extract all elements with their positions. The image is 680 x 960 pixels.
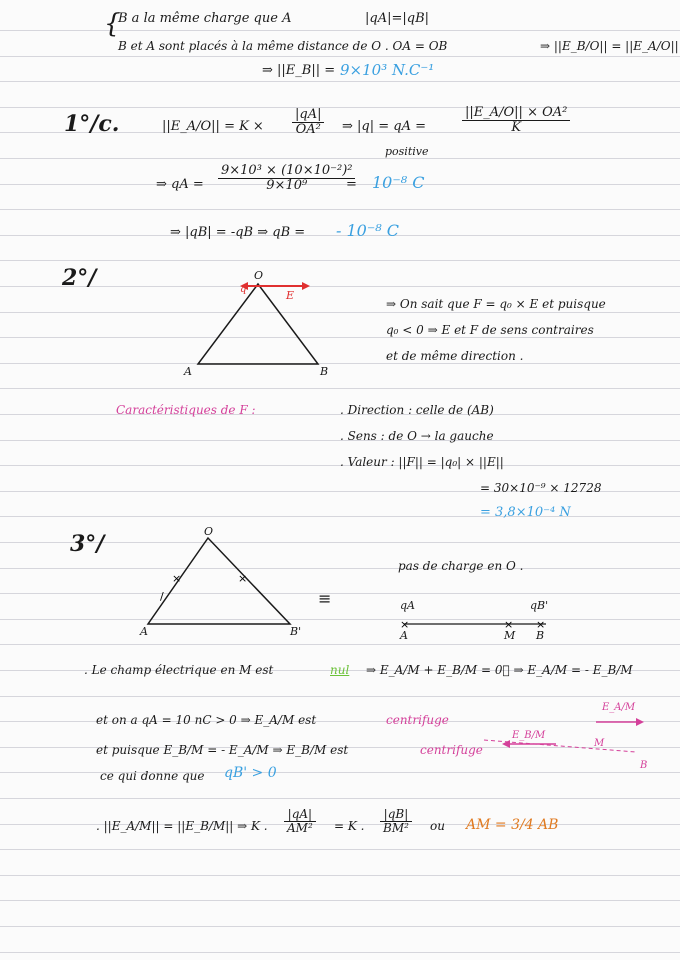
q1-eq2-left: ⇒ qA = — [156, 177, 204, 192]
q3-vector-ebm-arrowhead — [502, 740, 510, 748]
q2-point-o: O — [254, 269, 264, 282]
q2-point-b: B — [320, 365, 329, 378]
q3-final-num2: |qB| — [380, 808, 412, 822]
q3-diag-b: B — [640, 760, 648, 771]
q2-label-e: E — [286, 289, 295, 302]
q3-equivalence: ≡ — [318, 589, 332, 608]
q3-point-a-label: A — [140, 625, 148, 638]
q2-triangle — [198, 284, 318, 364]
q3-line1-centrifuge: centrifuge — [386, 713, 449, 727]
q1-eq1-rden: K — [511, 120, 522, 136]
q3-diag-eam: E_A/M — [602, 702, 636, 713]
q2-valeur-step: = 30×10⁻⁹ × 12728 — [480, 481, 602, 495]
q3-point-b-label: B' — [290, 625, 302, 638]
q3-point-b: × — [536, 618, 546, 631]
q3-final-num1: |qA| — [284, 808, 316, 822]
intro-line2-implication: ⇒ ||E_B/O|| = ||E_A/O|| — [540, 39, 679, 53]
q1-eq1-num: |qA| — [292, 108, 324, 123]
q3-final-equals: = K . — [334, 819, 365, 833]
q1-eq2-value: 10⁻⁸ C — [372, 173, 425, 192]
q1-eq1-rnum: ||E_A/O|| × OA² — [462, 106, 570, 121]
q3-label-b: B — [536, 629, 545, 642]
q3-point-m: × — [504, 618, 514, 631]
q1-eq2-num: 9×10³ × (10×10⁻²)² — [218, 164, 355, 179]
q3-champ-pre: . Le champ électrique en M est — [84, 663, 274, 677]
q2-text-line1: ⇒ On sait que F = q₀ × E et puisque — [386, 297, 606, 311]
q2-valeur-result: = 3,8×10⁻⁴ N — [480, 505, 571, 520]
q3-label-m: M — [504, 629, 516, 642]
q2-characteristics: Caractéristiques de F : — [116, 403, 256, 417]
q2-label-q0: q — [240, 284, 247, 295]
q3-line2-centrifuge: centrifuge — [420, 743, 483, 757]
q3-line1: et on a qA = 10 nC > 0 ⇒ E_A/M est — [96, 713, 317, 727]
q1-eq1-mid: ⇒ |q| = qA = — [342, 119, 426, 134]
q3-line3-value: qB' > 0 — [224, 765, 277, 781]
q3-final-den2: BM² — [383, 821, 409, 836]
q3-vector-eam-arrowhead — [636, 718, 644, 726]
q2-sens: . Sens : de O → la gauche — [340, 429, 494, 443]
q3-no-charge: pas de charge en O . — [398, 559, 524, 573]
q3-triangle — [148, 538, 290, 624]
q3-tick-left-2: / — [160, 590, 164, 603]
q3-diag-m: M — [594, 738, 605, 749]
q3-line3: ce qui donne que — [100, 769, 205, 783]
q3-final-den1: AM² — [287, 821, 313, 836]
q2-point-a: A — [184, 365, 192, 378]
q2-direction: . Direction : celle de (AB) — [340, 403, 494, 417]
q2-vector-e-arrowhead — [302, 282, 310, 290]
intro-line3-value: 9×10³ N.C⁻¹ — [340, 61, 435, 79]
q3-point-a: × — [400, 618, 410, 631]
q3-final-fraction1 — [284, 808, 316, 835]
q3-tick-left-1: × — [172, 572, 182, 585]
q3-label-qb: qB' — [530, 599, 549, 612]
q1-eq1-positive: positive — [385, 145, 429, 158]
q2-label: 2°/ — [62, 265, 97, 291]
q1-eq3: ⇒ |qB| = -qB ⇒ qB = — [170, 225, 306, 240]
q3-diag-ebm: E_B/M — [512, 730, 546, 741]
q3-final-so: ou — [430, 819, 445, 833]
q1-eq2-den: 9×10⁹ — [266, 178, 308, 194]
q3-label: 3°/ — [70, 531, 105, 557]
intro-line3-prefix: ⇒ ||E_B|| = — [262, 63, 336, 78]
q1-eq3-value: - 10⁻⁸ C — [336, 221, 400, 240]
q1-eq1-left: ||E_A/O|| = K × — [162, 119, 264, 134]
q3-champ-post: ⇒ E_A/M + E_B/M = 0⃗ ⇒ E_A/M = - E_B/M — [366, 663, 633, 677]
intro-line1: B a la même charge que A — [118, 11, 292, 26]
q3-line2: et puisque E_B/M = - E_A/M ⇒ E_B/M est — [96, 743, 349, 757]
q3-final-pre: . ||E_A/M|| = ||E_B/M|| ⇒ K . — [96, 819, 268, 833]
q1-eq2-equals: = — [346, 177, 357, 192]
q3-point-o-label: O — [204, 525, 214, 538]
brace: { — [104, 9, 121, 39]
q2-valeur: . Valeur : ||F|| = |q₀| × ||E|| — [340, 455, 504, 469]
q2-text-line3: et de même direction . — [386, 349, 524, 363]
q1-label: 1°/c. — [64, 111, 120, 137]
q3-final-fraction2 — [380, 808, 412, 835]
q3-label-a: A — [400, 629, 408, 642]
q2-text-line2: q₀ < 0 ⇒ E et F de sens contraires — [386, 323, 594, 337]
q1-eq1-den: OA² — [295, 122, 321, 138]
q3-tick-right: × — [238, 572, 248, 585]
q3-champ-null: nul — [330, 663, 350, 677]
q3-final-answer: AM = 3/4 AB — [466, 817, 559, 833]
q3-label-qa: qA — [400, 599, 415, 612]
intro-line2: B et A sont placés à la même distance de O . OA = OB — [118, 39, 448, 53]
intro-line1-eq: |qA|=|qB| — [365, 11, 429, 26]
